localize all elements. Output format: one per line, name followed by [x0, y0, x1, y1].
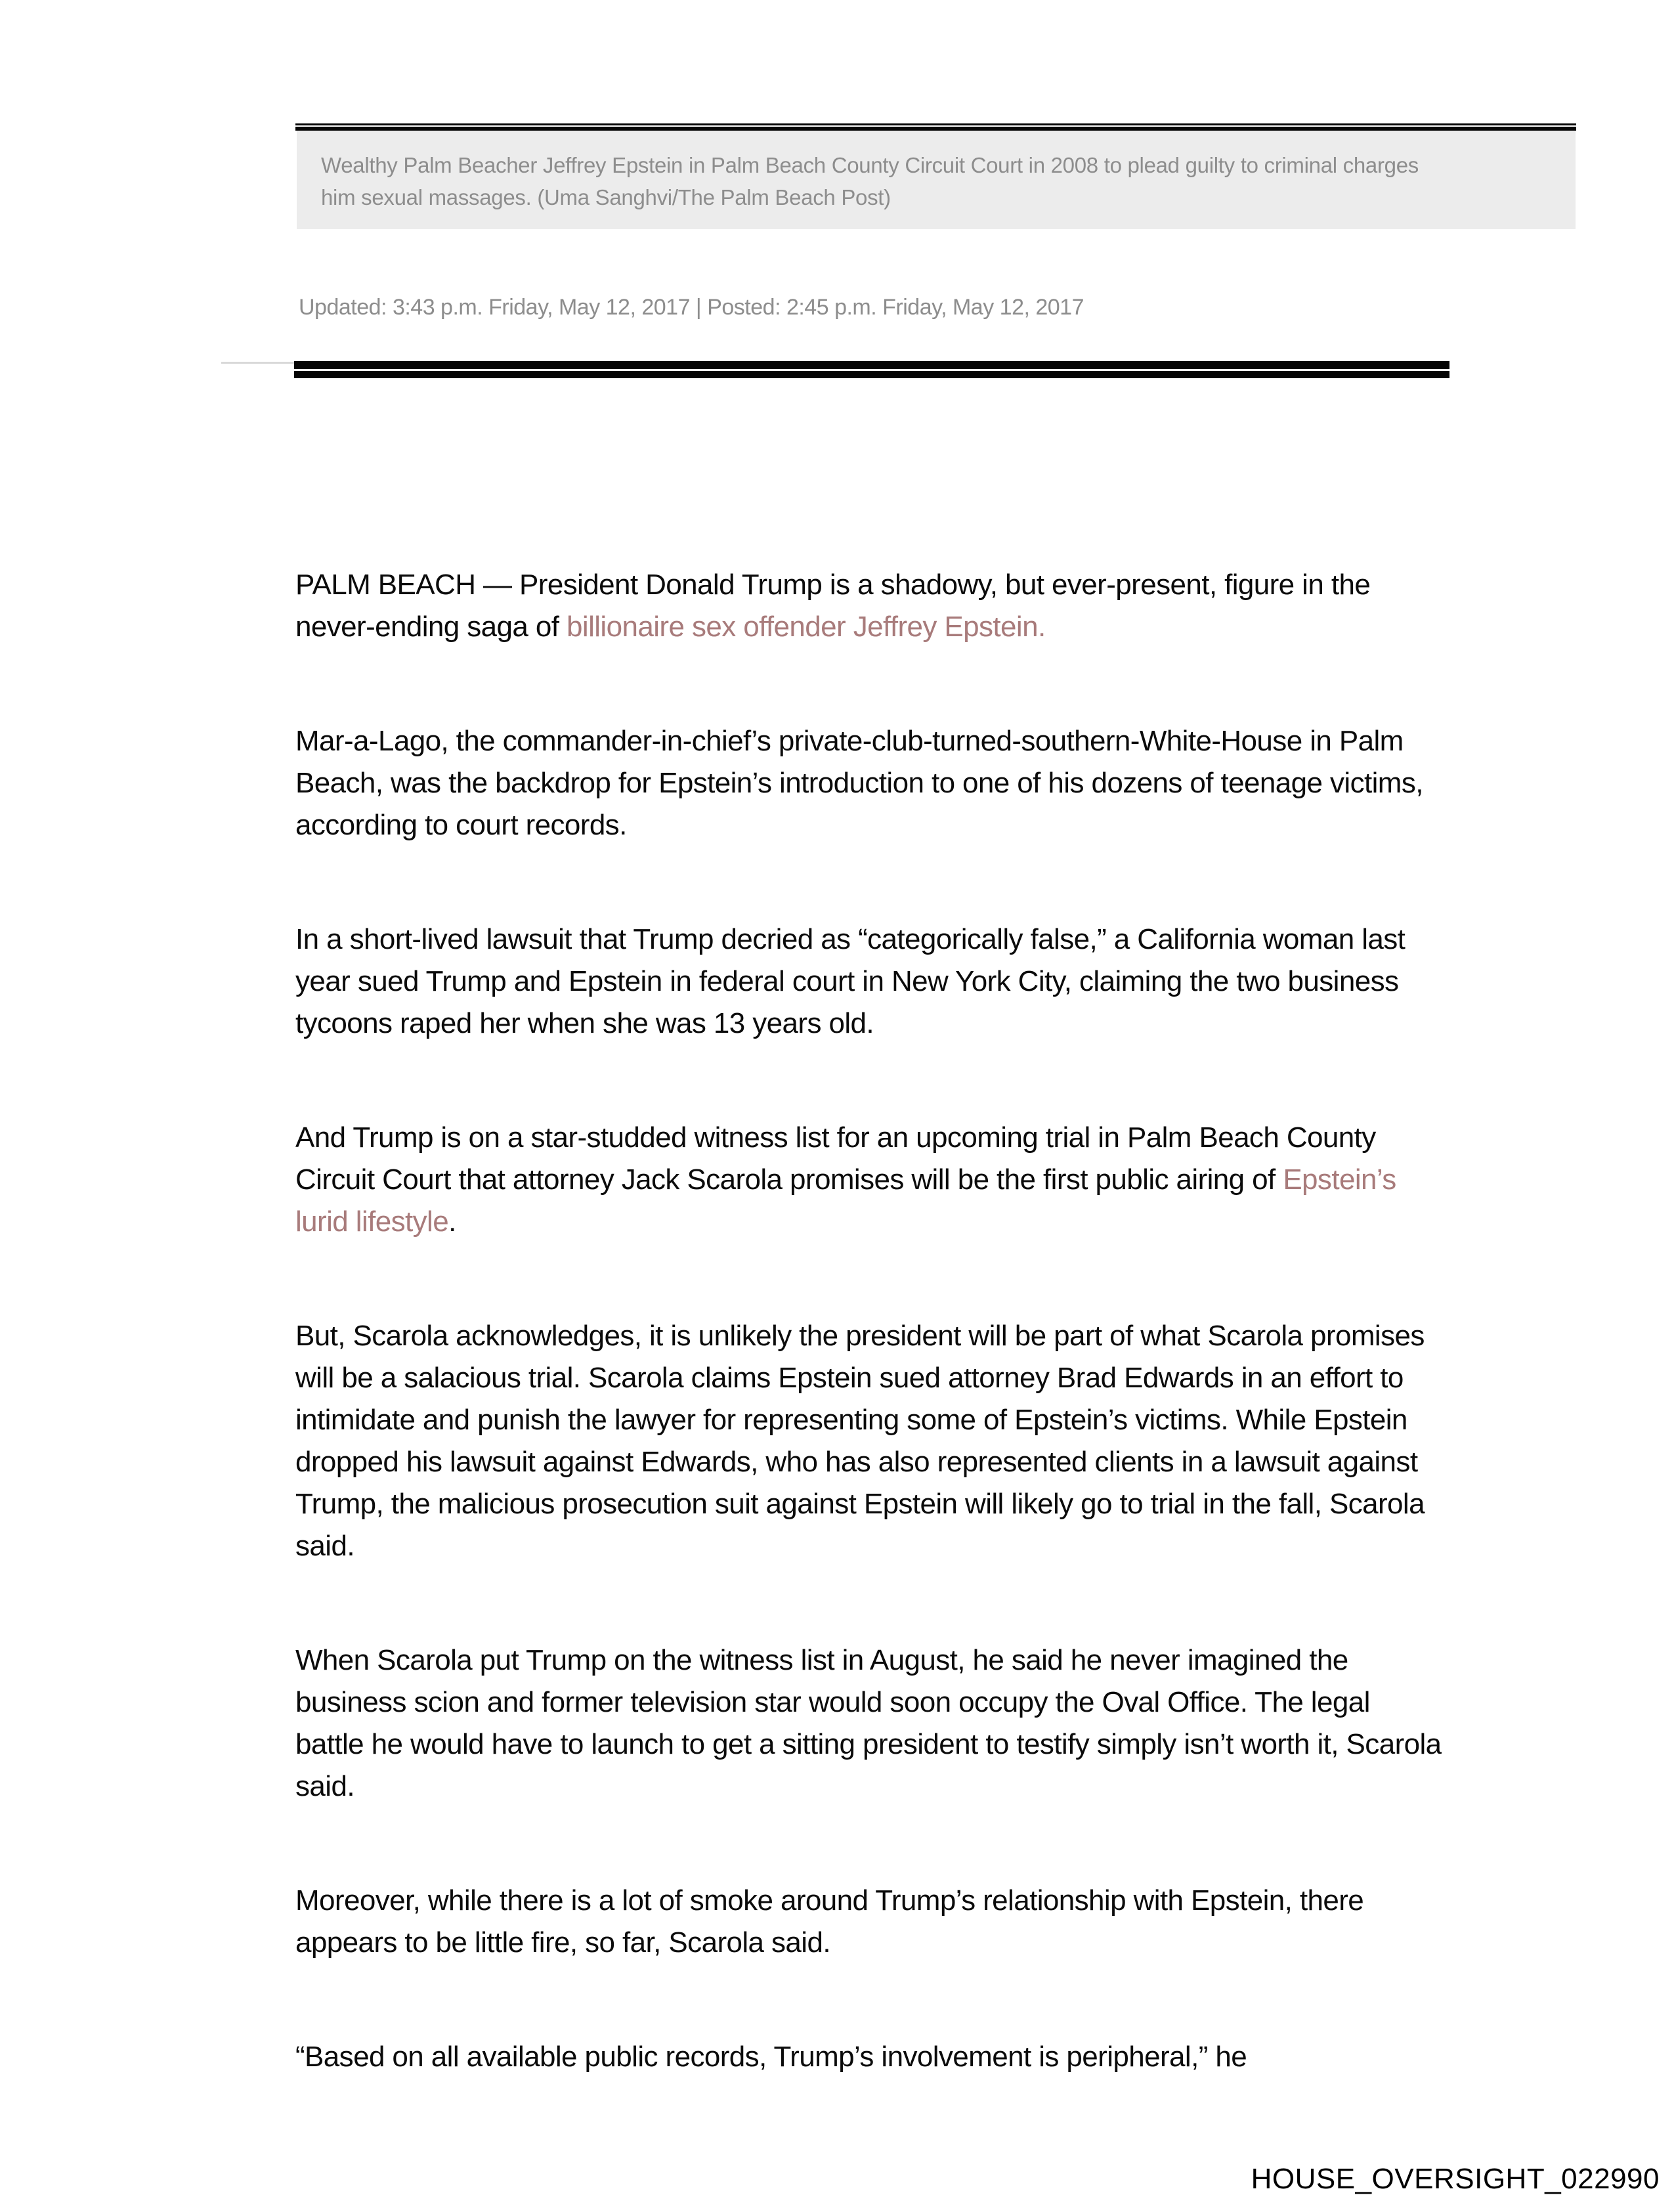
text-run: But, Scarola acknowledges, it is unlikely the president will be part of what Scarola promises will be a salacious trial. Scarola claims Epstein sued attorney Brad Edwards in an effort to intimidate and punish the lawyer for representing some of Epstein’s victims. While Epstein dropped his lawsuit against Edwards, who has also represented clients in a lawsuit against Trump, the malicious prosecution suit against Epstein will likely go to trial in the fall, Scarola said. [295, 1320, 1425, 1562]
article-paragraph [295, 1880, 1446, 1964]
text-run: . [448, 1205, 456, 1238]
text-run: Mar-a-Lago, the commander-in-chief’s private-club-turned-southern-White-House in Palm Beach, was the backdrop for Epstein’s introduction to one of his dozens of teenage victims, according to court records. [295, 725, 1423, 841]
text-run: When Scarola put Trump on the witness list in August, he said he never imagined the business scion and former television star would soon occupy the Oval Office. The legal battle he would have to launch to get a sitting president to testify simply isn’t worth it, Scarola said. [295, 1644, 1442, 1802]
text-run: Moreover, while there is a lot of smoke around Trump’s relationship with Epstein, there appears to be little fire, so far, Scarola said. [295, 1884, 1364, 1959]
divider-bar [294, 361, 1449, 369]
article-paragraph [295, 1315, 1446, 1567]
article-paragraph [295, 720, 1446, 846]
article-paragraph [295, 2036, 1446, 2078]
text-run: PALM BEACH — President Donald Trump is a shadowy, but ever-present, figure in the never-ending saga of [295, 569, 1371, 643]
article-paragraph [295, 1639, 1446, 1808]
photo-caption-line-1: Wealthy Palm Beacher Jeffrey Epstein in Palm Beach County Circuit Court in 2008 to plead guilty to criminal charges [321, 153, 1419, 177]
text-run: In a short-lived lawsuit that Trump decried as “categorically false,” a California woman last year sued Trump and Epstein in federal court in New York City, claiming the two business tycoons raped her when she was 13 years old. [295, 923, 1406, 1039]
article-link[interactable]: billionaire sex offender Jeffrey Epstein. [567, 611, 1046, 643]
section-divider [294, 361, 1449, 378]
article-paragraph [295, 1117, 1446, 1243]
photo-caption-box [297, 131, 1576, 229]
photo-caption [321, 149, 1576, 213]
article-paragraph [295, 564, 1446, 648]
caption-top-rule [295, 123, 1576, 131]
article-body [295, 564, 1446, 2150]
article-link[interactable]: Epstein’s lurid lifestyle [295, 1163, 1396, 1238]
photo-caption-line-2: him sexual massages. (Uma Sanghvi/The Palm Beach Post) [321, 185, 891, 209]
bates-stamp: HOUSE_OVERSIGHT_022990 [1251, 2163, 1660, 2195]
text-run: “Based on all available public records, Trump’s involvement is peripheral,” he [295, 2041, 1247, 2073]
text-run: And Trump is on a star-studded witness list for an upcoming trial in Palm Beach County Circuit Court that attorney Jack Scarola promises will be the first public airing of [295, 1121, 1376, 1196]
article-paragraph [295, 919, 1446, 1045]
divider-tail-line [221, 362, 295, 364]
updated-posted-timestamp: Updated: 3:43 p.m. Friday, May 12, 2017 | Posted: 2:45 p.m. Friday, May 12, 2017 [299, 295, 1084, 320]
divider-bar [294, 371, 1449, 378]
